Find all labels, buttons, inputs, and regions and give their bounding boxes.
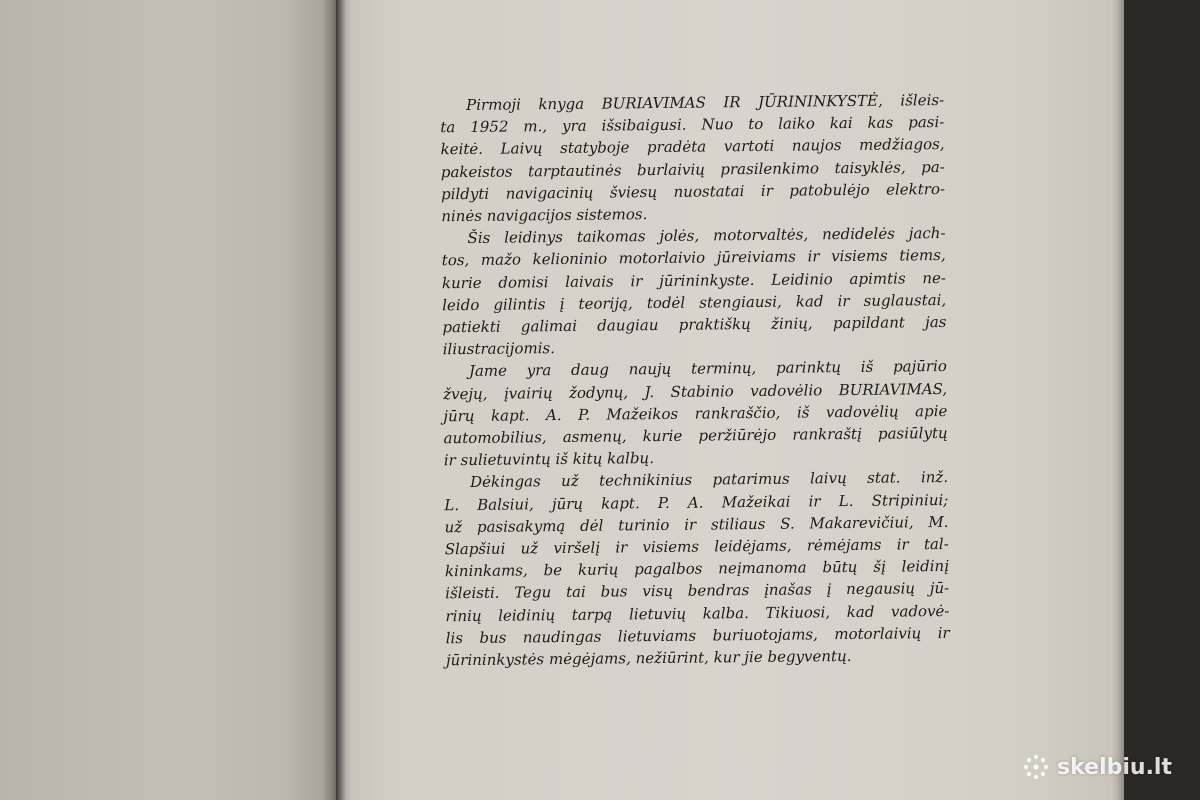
text-line: už pasisakymą dėl turinio ir stiliaus S. Makarevičiui, M. xyxy=(444,512,949,537)
text-line: Dėkingas už technikinius patarimus laivų stat. inž. xyxy=(469,468,949,492)
text-line: lis bus naudingas lietuviams buriuotojams, motorlaivių ir xyxy=(445,623,950,648)
paragraph-4 xyxy=(444,466,950,671)
paragraph-2 xyxy=(441,222,947,360)
text-line: kurie domisi laivais ir jūrininkyste. Leidinio apimtis ne- xyxy=(441,268,947,292)
text-line: jūrininkystės mėgėjams, nežiūrint, kur jie begyventų. xyxy=(445,647,852,670)
text-line: jūrų kapt. A. P. Mažeikos rankraščio, iš vadovėlių apie xyxy=(443,401,948,426)
text-line: ta 1952 m., yra išsibaigusi. Nuo to laiko kai kas pasi- xyxy=(440,113,945,137)
text-line: automobilius, asmenų, kurie peržiūrėjo rankraštį pasiūlytų xyxy=(443,424,948,448)
paragraph-3 xyxy=(443,355,948,471)
text-line: tos, mažo kelioninio motorlaivio jūreiviams ir visiems tiems, xyxy=(441,246,946,270)
text-line: iliustracijomis. xyxy=(442,339,556,359)
text-line: patiekti galimai daugiau praktiškų žinių, papildant jas xyxy=(442,313,947,337)
page-edge xyxy=(1110,0,1124,800)
text-line: Pirmoji knyga BURIAVIMAS IR JŪRININKYSTĖ, išleis- xyxy=(466,90,945,114)
text-line: pildyti navigacinių šviesų nuostatai ir patobulėjo elektro- xyxy=(440,179,946,204)
text-line: ninės navigacijos sistemos. xyxy=(441,205,648,226)
text-line: žvejų, įvairių žodynų, J. Stabinio vadovėlio BURIAVIMAS, xyxy=(443,379,948,403)
text-line: leido gilintis į teoriją, todėl stengiausi, kad ir suglaustai, xyxy=(442,290,947,315)
text-line: Jame yra daug naujų terminų, parinktų iš pajūrio xyxy=(468,357,947,381)
text-line: Slapšiui už viršelį ir visiems leidėjams, rėmėjams ir tal- xyxy=(444,535,949,559)
text-line: kininkams, be kurių pagalbos neįmanoma būtų šį leidinį xyxy=(444,557,950,581)
text-line: rinių leidinių tarpą lietuvių kalba. Tikiuosi, kad vadovė- xyxy=(445,601,950,625)
text-line: ir sulietuvintų iš kitų kalbų. xyxy=(443,449,655,470)
watermark xyxy=(1023,754,1172,780)
watermark-text: skelbiu.lt xyxy=(1057,754,1172,780)
text-line: L. Balsiui, jūrų kapt. P. A. Mažeikai ir L. Stripiniui; xyxy=(444,490,949,514)
left-page xyxy=(0,0,336,800)
text-line: keitė. Laivų statyboje pradėta vartoti naujos medžiagos, xyxy=(440,135,945,159)
text-line: pakeistos tarptautinės burlaivių prasilenkimo taisyklės, pa- xyxy=(440,157,945,181)
paragraph-1 xyxy=(440,89,946,227)
book-gutter xyxy=(322,0,352,800)
dots-logo-icon xyxy=(1023,754,1049,780)
preface-text xyxy=(440,89,950,671)
text-line: išleisti. Tegu tai bus visų bendras įnašas į negausių jū- xyxy=(445,579,950,603)
text-line: Šis leidinys taikomas jolės, motorvaltės, nedidelės jach- xyxy=(467,224,946,248)
